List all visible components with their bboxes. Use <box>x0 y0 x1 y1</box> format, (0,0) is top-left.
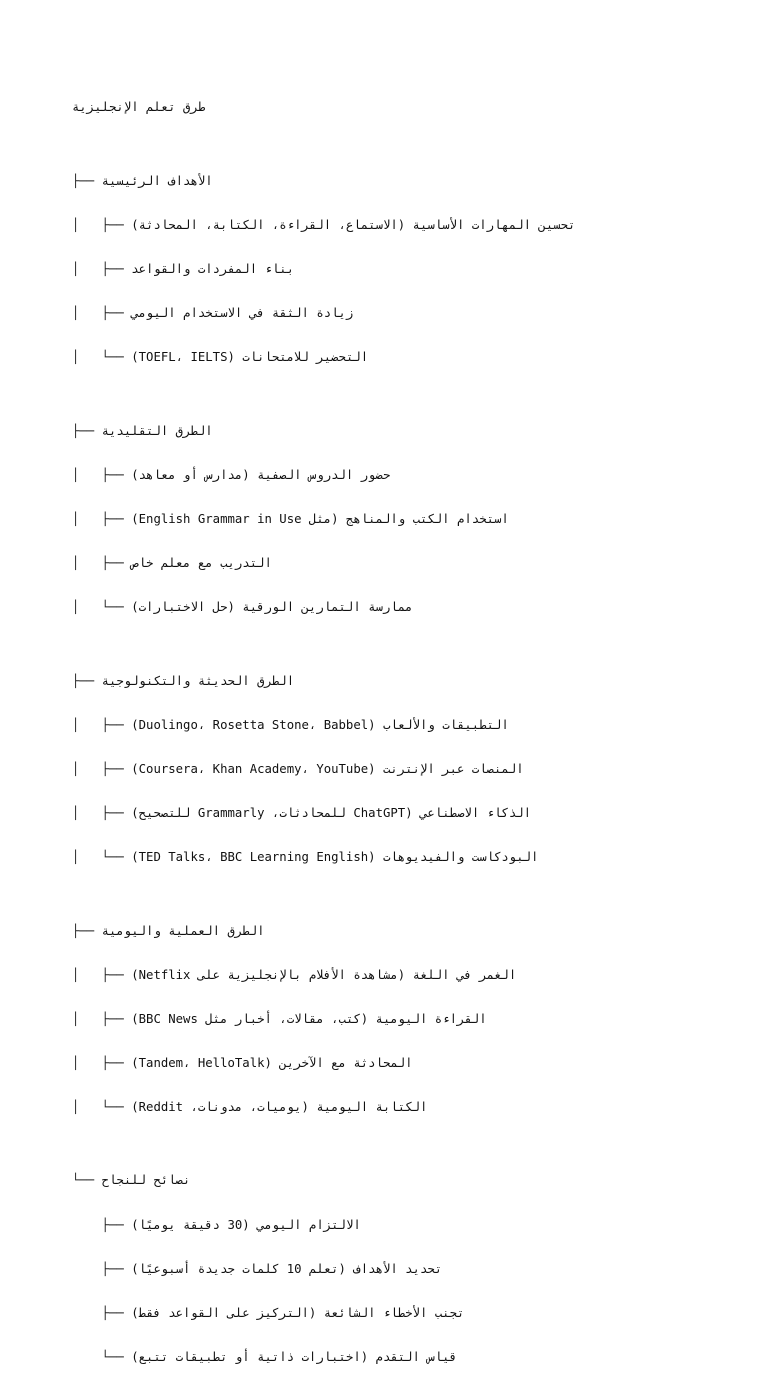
list-item: التحضير للامتحانات (TOEFL، IELTS) <box>131 350 369 365</box>
tree-branch: │ ├── <box>72 218 132 232</box>
list-item: قياس التقدم (اختبارات ذاتية أو تطبيقات تتبع) <box>131 1349 457 1364</box>
section-line <box>72 924 575 939</box>
section-title: نصائح للنجاح <box>101 1173 191 1188</box>
section-title: الأهداف الرئيسية <box>101 173 213 188</box>
item-line <box>72 600 575 615</box>
list-item: القراءة اليومية (كتب، مقالات، أخبار مثل BBC News) <box>131 1011 487 1026</box>
outline-tree <box>72 71 575 1379</box>
tree-branch: │ ├── <box>72 967 132 982</box>
item-line <box>72 1012 575 1027</box>
section-title: الطرق التقليدية <box>101 423 213 438</box>
tree-root-line <box>72 100 575 115</box>
item-line <box>72 806 575 821</box>
tree-branch: └── <box>72 1349 132 1364</box>
item-line <box>72 556 575 571</box>
item-line <box>72 1262 575 1277</box>
section-title: الطرق العملية واليومية <box>101 923 265 938</box>
tree-branch: ├── <box>72 1305 132 1320</box>
tree-branch: │ ├── <box>72 511 132 526</box>
item-line <box>72 468 575 483</box>
section-line <box>72 424 575 439</box>
list-item: حضور الدروس الصفية (مدارس أو معاهد) <box>131 467 391 482</box>
tree-branch: └── <box>72 1173 102 1188</box>
tree-branch: │ ├── <box>72 1055 132 1070</box>
list-item: تحسين المهارات الأساسية (الاستماع، القراءة، الكتابة، المحادثة) <box>131 218 576 232</box>
item-line <box>72 218 575 233</box>
item-line <box>72 1100 575 1115</box>
list-item: الغمر في اللغة (مشاهدة الأفلام بالإنجليزية على Netflix) <box>131 967 517 982</box>
list-item: تحديد الأهداف (تعلم 10 كلمات جديدة أسبوعيًا) <box>131 1261 443 1276</box>
tree-branch: │ ├── <box>72 262 132 277</box>
tree-branch: │ ├── <box>72 1011 132 1026</box>
section-line <box>72 1173 575 1188</box>
list-item: البودكاست والفيديوهات (TED Talks، BBC Learning English) <box>131 850 539 865</box>
tree-branch: │ └── <box>72 600 132 615</box>
section-line <box>72 674 575 689</box>
list-item: الكتابة اليومية (يوميات، مدونات، Reddit) <box>131 1099 428 1114</box>
item-line <box>72 350 575 365</box>
list-item: ممارسة التمارين الورقية (حل الاختبارات) <box>131 600 413 615</box>
list-item: تجنب الأخطاء الشائعة (التركيز على القواعد فقط) <box>131 1305 465 1320</box>
tree-branch: │ ├── <box>72 717 132 732</box>
item-line <box>72 850 575 865</box>
tree-branch: ├── <box>72 673 102 688</box>
section-title: الطرق الحديثة والتكنولوجية <box>101 673 295 688</box>
tree-branch: ├── <box>72 1261 132 1276</box>
tree-branch: ├── <box>72 1217 132 1232</box>
list-item: المنصات عبر الإنترنت (Coursera، Khan Academy، YouTube) <box>131 761 524 776</box>
list-item: بناء المفردات والقواعد <box>131 262 295 277</box>
tree-branch: ├── <box>72 173 102 188</box>
list-item: الالتزام اليومي (30 دقيقة يوميًا) <box>131 1217 361 1232</box>
tree-root: طرق تعلم الإنجليزية <box>72 100 206 115</box>
list-item: التطبيقات والألعاب (Duolingo، Rosetta Stone، Babbel) <box>131 717 509 732</box>
item-line <box>72 306 575 321</box>
list-item: زيادة الثقة في الاستخدام اليومي <box>131 306 354 321</box>
tree-branch: ├── <box>72 923 102 938</box>
tree-branch: ├── <box>72 423 102 438</box>
section-line <box>72 174 575 189</box>
item-line <box>72 718 575 733</box>
item-line <box>72 262 575 277</box>
item-line <box>72 1350 575 1365</box>
tree-branch: │ └── <box>72 350 132 365</box>
item-line <box>72 512 575 527</box>
tree-branch: │ ├── <box>72 306 132 321</box>
tree-branch: │ ├── <box>72 761 132 776</box>
item-line <box>72 1218 575 1233</box>
list-item: الذكاء الاصطناعي (ChatGPT للمحادثات، Grammarly للتصحيح) <box>131 805 532 820</box>
list-item: التدريب مع معلم خاص <box>131 556 272 571</box>
item-line <box>72 1056 575 1071</box>
tree-branch: │ └── <box>72 1099 132 1114</box>
tree-branch: │ ├── <box>72 467 132 482</box>
item-line <box>72 968 575 983</box>
list-item: استخدام الكتب والمناهج (مثل English Grammar in Use) <box>131 511 509 526</box>
tree-branch: │ ├── <box>72 556 132 571</box>
list-item: المحادثة مع الآخرين (Tandem، HelloTalk) <box>131 1055 413 1070</box>
tree-branch: │ ├── <box>72 805 132 820</box>
item-line <box>72 762 575 777</box>
item-line <box>72 1306 575 1321</box>
tree-branch: │ └── <box>72 850 132 865</box>
